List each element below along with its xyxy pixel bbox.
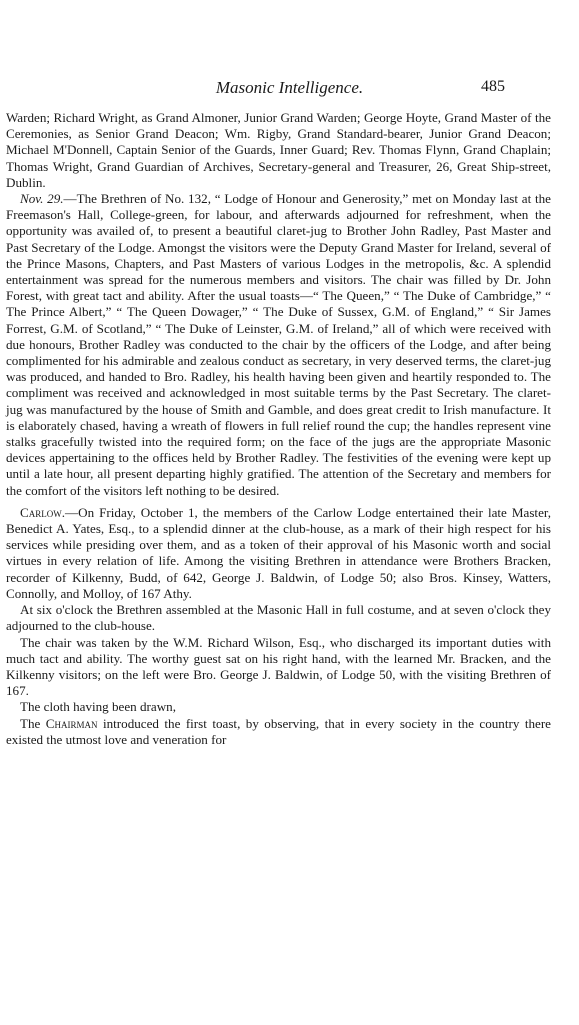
paragraph-carlow [6,505,551,602]
paragraph-text: —The Brethren of No. 132, “ Lodge of Honour and Generosity,” met on Monday last at the Freemason's Hall, College-green, for labour, and afterwards adjourned for refreshment, when the opportunity was availed of, to present a beautiful claret-jug to Brother John Radley, Past Master and Past Secretary of the Lodge. Amongst the visitors were the Deputy Grand Master for Ireland, several of the Prince Masons, Chapters, and Past Masters of various Lodges in the metropolis, &c. A splendid entertainment was spread for the numerous members and visitors. The chair was filled by Dr. John Forest, with great tact and ability. After the usual toasts—“ The Queen,” “ The Duke of Cambridge,” “ The Prince Albert,” “ The Queen Dowager,” “ The Duke of Sussex, G.M. of England,” “ Sir James Forrest, G.M. of Scotland,” “ The Duke of Leinster, G.M. of Ireland,” all of which were received with due honours, Brother Radley was conducted to the chair by the officers of the Lodge, and after being complimented for his admirable and zealous conduct as secretary, in very deserved terms, the claret-jug was produced, and handed to Bro. Radley, his health having been given and heartily responded to. The compliment was received and acknowledged in most suitable terms by the Past Secretary. The claret-jug was manufactured by the house of Smith and Gamble, and does great credit to Irish manufacture. It is elaborately chased, having a wreath of flowers in full relief round the cup; the handles represent vine stalks gracefully twisted into the required form; on the face of the jugs are the appropriate Masonic devices appertaining to the offices held by Brother Radley. The festivities of the evening were kept up until a late hour, all present departing highly gratified. The attention of the Secretary and members for the comfort of the visitors left nothing to be desired. [6,191,551,498]
paragraph-text: At six o'clock the Brethren assembled at the Masonic Hall in full costume, and at seven o'clock they adjourned to the club-house. [6,602,551,634]
paragraph-text: —On Friday, October 1, the members of the Carlow Lodge entertained their late Master, Benedict A. Yates, Esq., to a splendid dinner at the club-house, as a mark of their high respect for his services while presiding over them, and as a token of their approval of his Masonic worth and social virtues in every relation of life. Among the visiting Brethren in attendance were Brothers Bracken, recorder of Kilkenny, Budd, of 642, George J. Baldwin, of Lodge 50; also Bros. Kinsey, Watters, Connolly, and Molloy, of 167 Athy. [6,504,551,601]
paragraph-nov-29 [6,191,551,499]
date-lead: Nov. 29. [20,191,64,207]
paragraph-text: The chair was taken by the W.M. Richard Wilson, Esq., who discharged its important duties with much tact and ability. The worthy guest sat on his right hand, with the learned Mr. Bracken, and the Kilkenny visitors; on the left were Bro. George J. Baldwin, of Lodge 50, with the visiting Brethren of 167. [6,634,551,699]
paragraph-first-toast [6,716,551,748]
paragraph-text: The cloth having been drawn, [20,699,176,715]
running-title: Masonic Intelligence. [215,78,364,97]
article-body [6,110,551,748]
place-lead: Carlow. [20,504,66,520]
page-number: 485 [481,78,505,95]
paragraph-grand-officers [6,110,551,191]
paragraph-assembly [6,602,551,634]
paragraph-pre: The [20,715,46,731]
paragraph-text: Warden; Richard Wright, as Grand Almoner, Junior Grand Warden; George Hoyte, Grand Master of the Ceremonies, as Senior Grand Deacon; Wm. Rigby, Grand Standard-bearer, Junior Grand Deacon; Michael M'Donnell, Captain Senior of the Guards, Inner Guard; Rev. Thomas Flynn, Grand Chaplain; Thomas Wright, Grand Guardian of Archives, Secretary-general and Treasurer, 26, Great Ship-street, Dublin. [6,110,551,190]
paragraph-text: introduced the first toast, by observing, that in every society in the country there existed the utmost love and veneration for [6,715,551,747]
paragraph-cloth [6,699,551,715]
paragraph-chair [6,635,551,700]
chairman-lead: Chairman [45,715,98,731]
page-header [0,78,579,98]
